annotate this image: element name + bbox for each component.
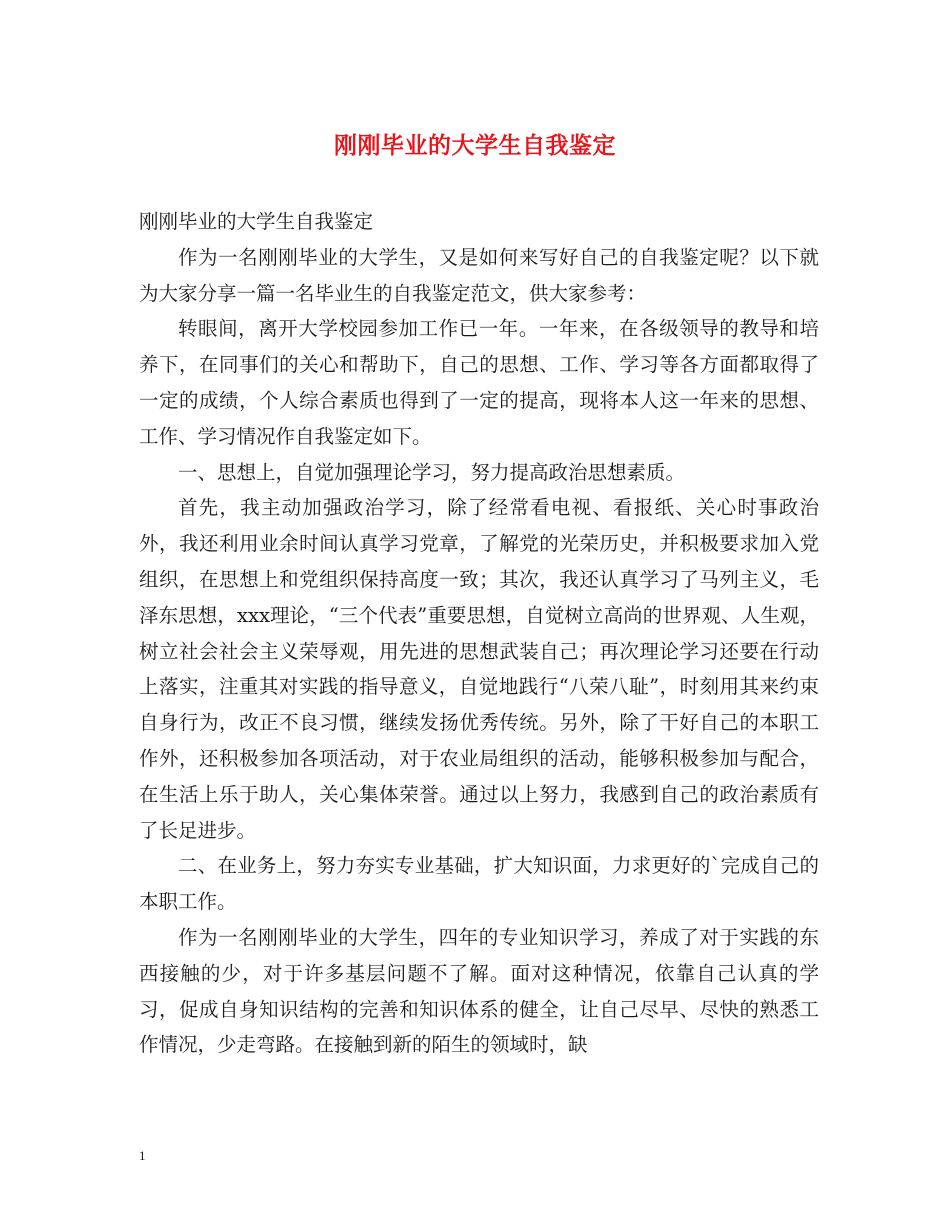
paragraph-section-1: 首先，我主动加强政治学习，除了经常看电视、看报纸、关心时事政治外，我还利用业余时间认真学习党章，了解党的光荣历史，并积极要求加入党组织，在思想上和党组织保持高度一致；其次，我还认真学习了马列主义，毛泽东思想，xxx理论，“三个代表”重要思想，自觉树立高尚的世界观、人生观，树立社会社会主义荣辱观，用先进的思想武装自己；再次理论学习还要在行动上落实，注重其对实践的指导意义，自觉地践行“八荣八耻”，时刻用其来约束自身行为，改正不良习惯，继续发扬优秀传统。另外，除了干好自己的本职工作外，还积极参加各项活动，对于农业局组织的活动，能够积极参加与配合，在生活上乐于助人，关心集体荣誉。通过以上努力，我感到自己的政治素质有了长足进步。 [139, 496, 819, 842]
paragraph-overview: 转眼间，离开大学校园参加工作已一年。一年来，在各级领导的教导和培养下，在同事们的关心和帮助下，自己的思想、工作、学习等各方面都取得了一定的成绩，个人综合素质也得到了一定的提高，现将本人这一年来的思想、工作、学习情况作自我鉴定如下。 [139, 317, 819, 448]
document-body [139, 204, 819, 1063]
section-heading-1: 一、思想上，自觉加强理论学习，努力提高政治思想素质。 [178, 460, 686, 484]
paragraph-intro: 作为一名刚刚毕业的大学生，又是如何来写好自己的自我鉴定呢？以下就为大家分享一篇一名毕业生的自我鉴定范文，供大家参考： [139, 245, 819, 305]
page-number: 1 [139, 1148, 146, 1163]
paragraph-section-2: 作为一名刚刚毕业的大学生，四年的专业知识学习，养成了对于实践的东西接触的少，对于许多基层问题不了解。面对这种情况，依靠自己认真的学习，促成自身知识结构的完善和知识体系的健全，让自己尽早、尽快的熟悉工作情况，少走弯路。在接触到新的陌生的领域时，缺 [139, 925, 819, 1057]
document-title: 刚刚毕业的大学生自我鉴定 [334, 132, 616, 159]
paragraph-subtitle: 刚刚毕业的大学生自我鉴定 [139, 210, 374, 233]
section-heading-2: 二、在业务上，努力夯实专业基础，扩大知识面，力求更好的`完成自己的本职工作。 [139, 854, 819, 914]
